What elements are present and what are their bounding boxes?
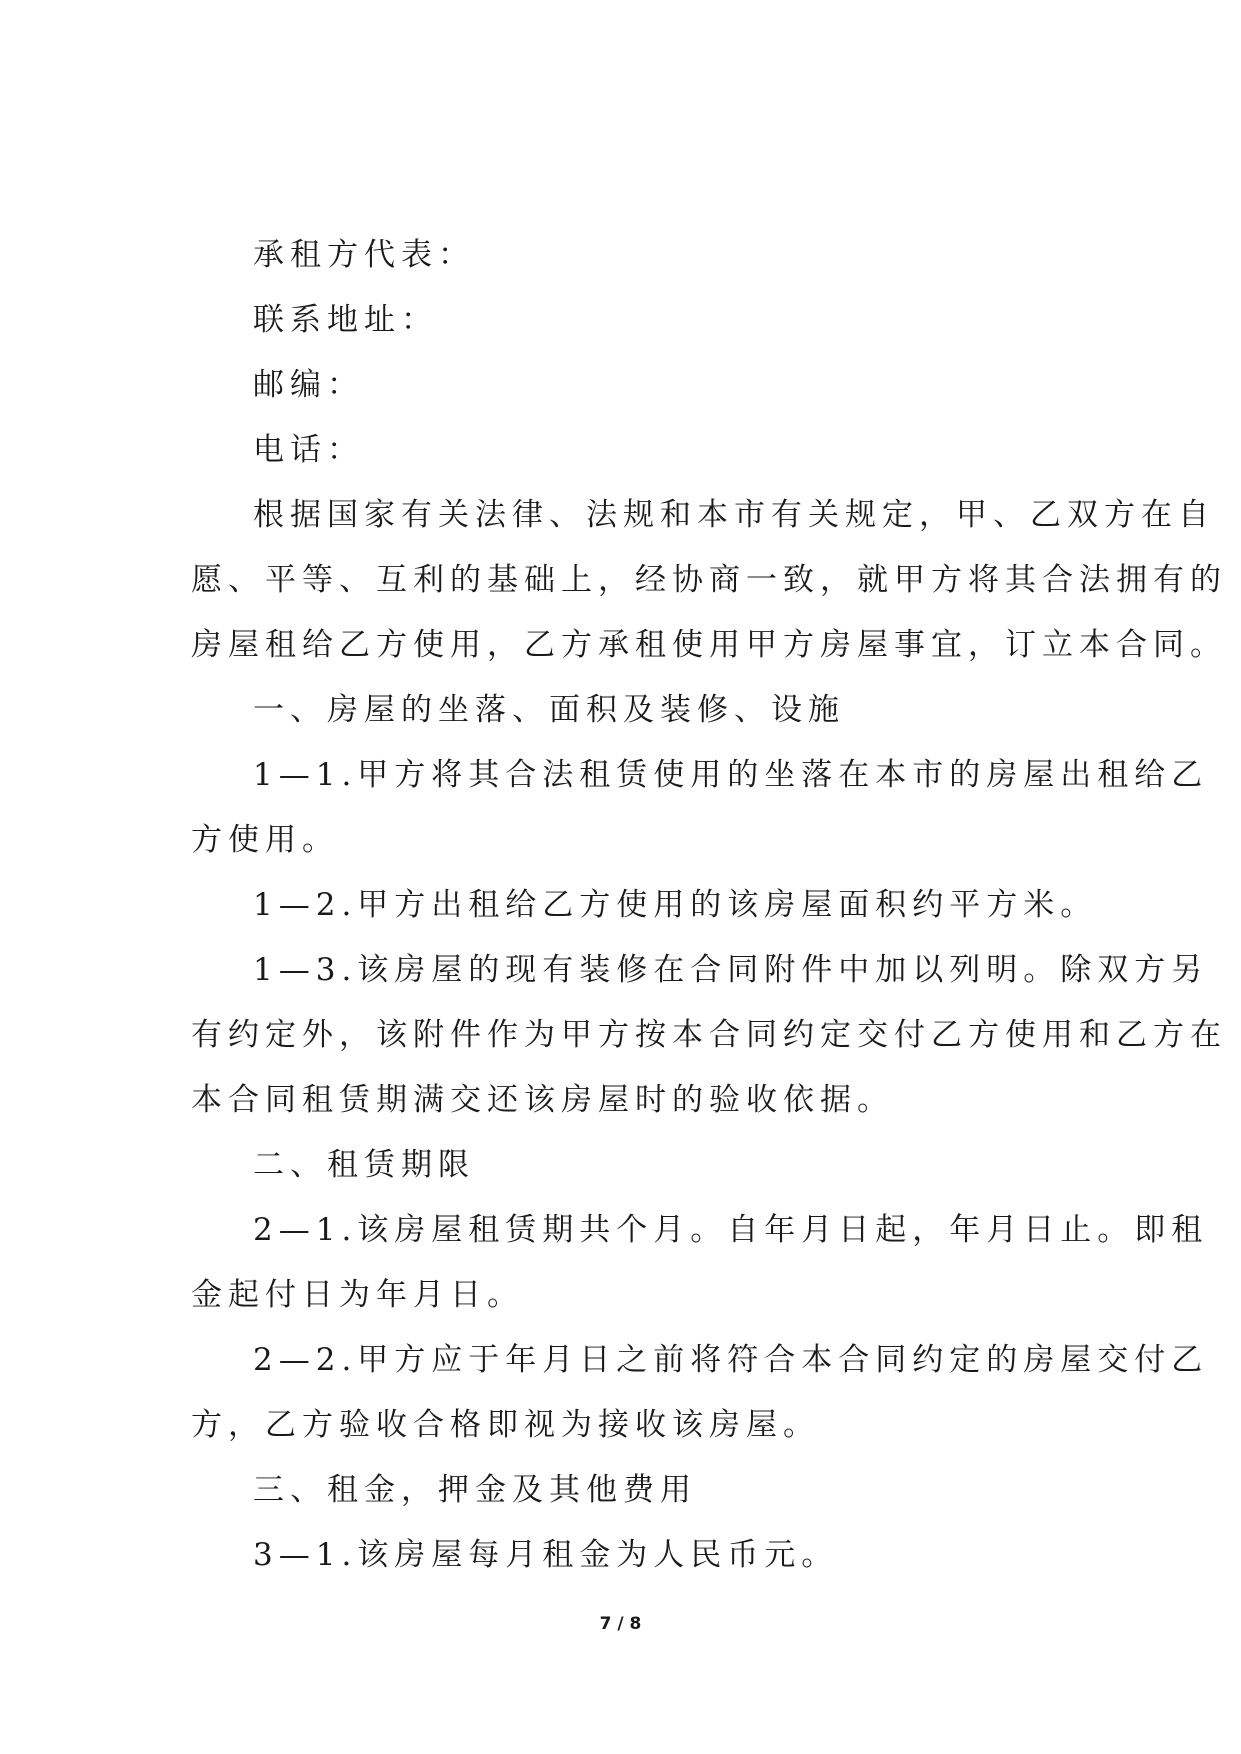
section-heading: 三、租金，押金及其他费用 [253, 1472, 697, 1508]
text-line: 金起付日为年月日。 [191, 1277, 524, 1313]
text-line: 方使用。 [191, 822, 339, 858]
text-line: 1—3.该房屋的现有装修在合同附件中加以列明。除双方另 [253, 952, 1209, 988]
text-line: 3—1.该房屋每月租金为人民币元。 [253, 1537, 839, 1573]
text-line: 1—1.甲方将其合法租赁使用的坐落在本市的房屋出租给乙 [253, 757, 1209, 793]
document-body [191, 223, 1227, 1588]
text-line: 电话： [253, 432, 364, 468]
text-line: 2—2.甲方应于年月日之前将符合本合同约定的房屋交付乙 [253, 1342, 1209, 1378]
text-line: 房屋租给乙方使用，乙方承租使用甲方房屋事宜，订立本合同。 [191, 627, 1227, 663]
text-line: 根据国家有关法律、法规和本市有关规定，甲、乙双方在自 [253, 497, 1215, 533]
text-line: 2—1.该房屋租赁期共个月。自年月日起，年月日止。即租 [253, 1212, 1209, 1248]
text-line: 联系地址： [253, 302, 438, 338]
text-line: 有约定外，该附件作为甲方按本合同约定交付乙方使用和乙方在 [191, 1017, 1227, 1053]
text-line: 承租方代表： [253, 237, 475, 273]
text-line: 愿、平等、互利的基础上，经协商一致，就甲方将其合法拥有的 [191, 562, 1227, 598]
section-heading: 一、房屋的坐落、面积及装修、设施 [253, 692, 845, 728]
section-heading: 二、租赁期限 [253, 1147, 475, 1183]
text-line: 1—2.甲方出租给乙方使用的该房屋面积约平方米。 [253, 887, 1098, 923]
page-number: 7 / 8 [599, 1614, 642, 1634]
text-line: 邮编： [253, 367, 364, 403]
text-line: 本合同租赁期满交还该房屋时的验收依据。 [191, 1082, 894, 1118]
text-line: 方，乙方验收合格即视为接收该房屋。 [191, 1407, 820, 1443]
